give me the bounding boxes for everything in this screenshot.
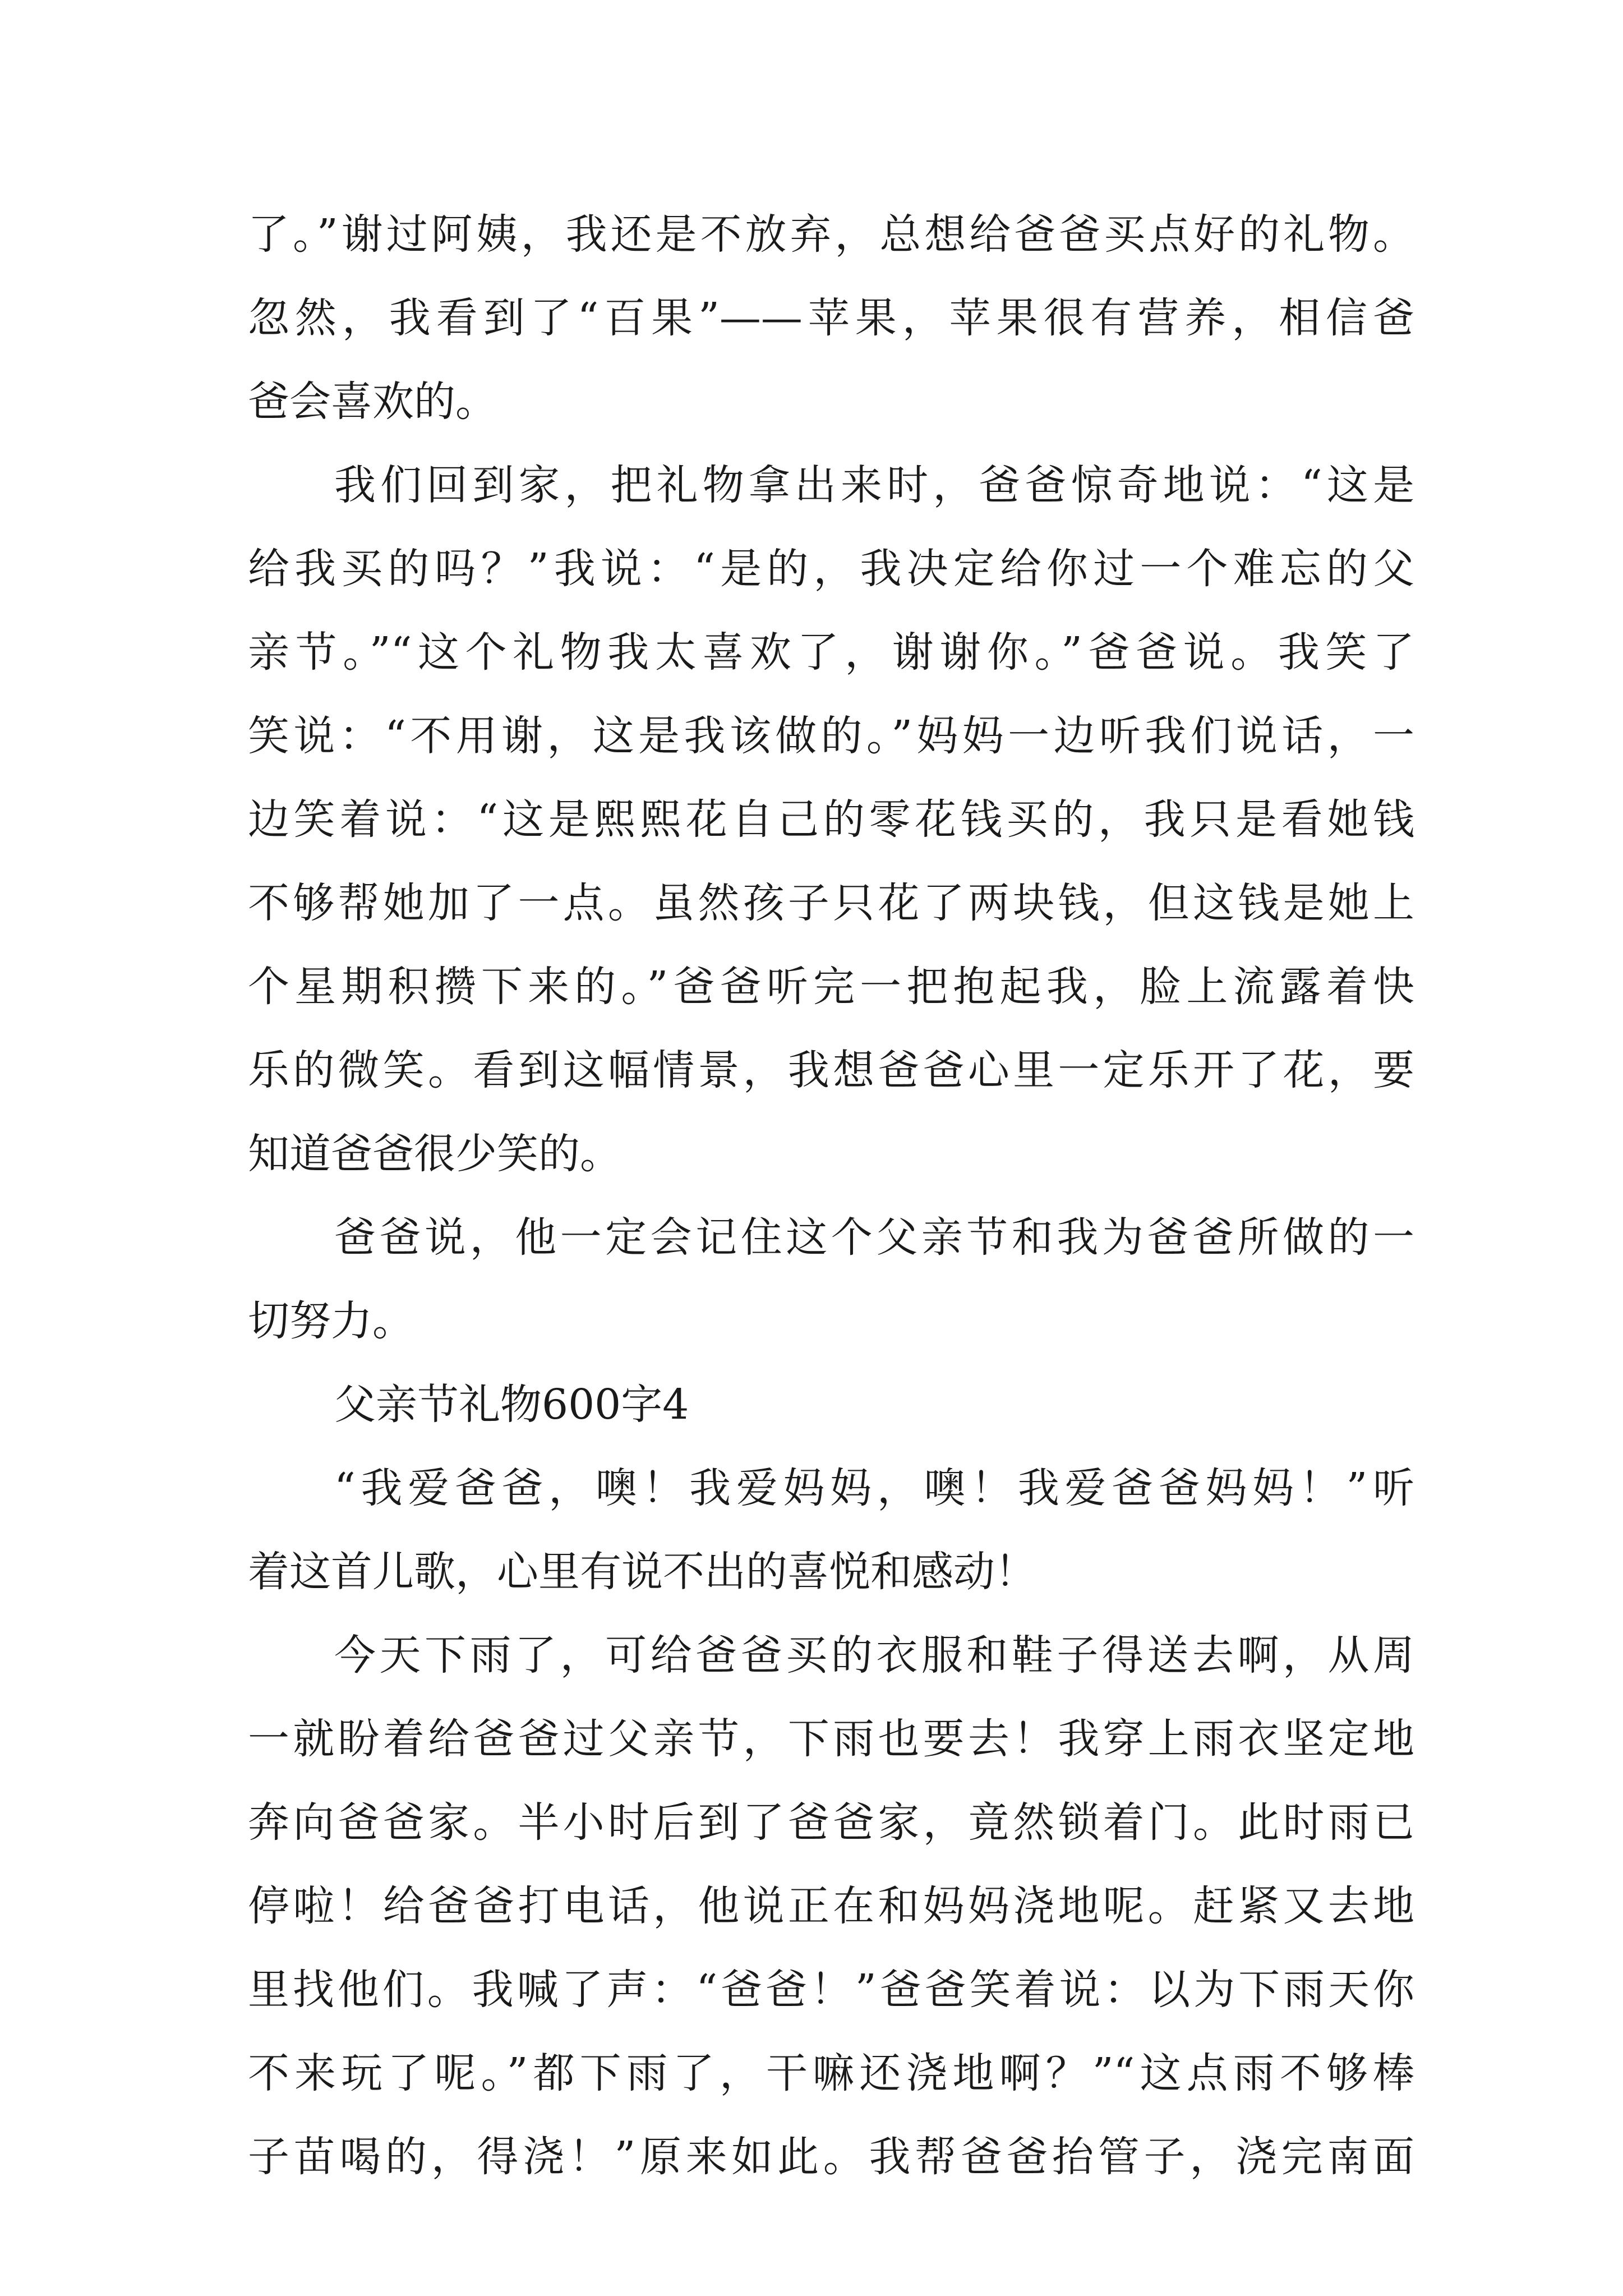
paragraph-start-line: 我们回到家，把礼物拿出来时，爸爸惊奇地说：“这是: [334, 461, 1414, 509]
text-line: 不来玩了呢。”都下雨了，干嘛还浇地啊？”“这点雨不够棒: [248, 2049, 1414, 2097]
text-line: 笑说：“不用谢，这是我该做的。”妈妈一边听我们说话，一: [248, 712, 1414, 760]
text-line: 了。”谢过阿姨，我还是不放弃，总想给爸爸买点好的礼物。: [248, 210, 1414, 259]
text-line: 里找他们。我喊了声：“爸爸！”爸爸笑着说：以为下雨天你: [248, 1966, 1414, 2014]
paragraph-start-line: “我爱爸爸，噢！我爱妈妈，噢！我爱爸爸妈妈！”听: [334, 1464, 1414, 1512]
paragraph-start-line: 今天下雨了，可给爸爸买的衣服和鞋子得送去啊，从周: [334, 1631, 1414, 1680]
paragraph-start-line: 爸爸说，他一定会记住这个父亲节和我为爸爸所做的一: [334, 1213, 1414, 1262]
text-line: 子苗喝的，得浇！”原来如此。我帮爸爸抬管子，浇完南面: [248, 2133, 1414, 2181]
text-line: 不够帮她加了一点。虽然孩子只花了两块钱，但这钱是她上: [248, 879, 1414, 927]
text-line: 停啦！给爸爸打电话，他说正在和妈妈浇地呢。赶紧又去地: [248, 1882, 1414, 1930]
text-line: 给我买的吗？”我说：“是的，我决定给你过一个难忘的父: [248, 545, 1414, 593]
text-line: 亲节。”“这个礼物我太喜欢了，谢谢你。”爸爸说。我笑了: [248, 628, 1414, 677]
text-line: 忽然，我看到了“百果”——苹果，苹果很有营养，相信爸: [248, 294, 1414, 342]
text-line: 知道爸爸很少笑的。: [248, 1130, 621, 1178]
text-line: 乐的微笑。看到这幅情景，我想爸爸心里一定乐开了花，要: [248, 1046, 1414, 1094]
section-heading: 父亲节礼物600字4: [334, 1381, 689, 1429]
text-line: 爸会喜欢的。: [248, 378, 497, 426]
text-line: 奔向爸爸家。半小时后到了爸爸家，竟然锁着门。此时雨已: [248, 1798, 1414, 1847]
text-line: 着这首儿歌，心里有说不出的喜悦和感动！: [248, 1548, 1036, 1596]
text-line: 一就盼着给爸爸过父亲节，下雨也要去！我穿上雨衣坚定地: [248, 1715, 1414, 1763]
text-line: 切努力。: [248, 1297, 414, 1345]
text-line: 边笑着说：“这是熙熙花自己的零花钱买的，我只是看她钱: [248, 795, 1414, 844]
text-line: 个星期积攒下来的。”爸爸听完一把抱起我，脸上流露着快: [248, 963, 1414, 1011]
